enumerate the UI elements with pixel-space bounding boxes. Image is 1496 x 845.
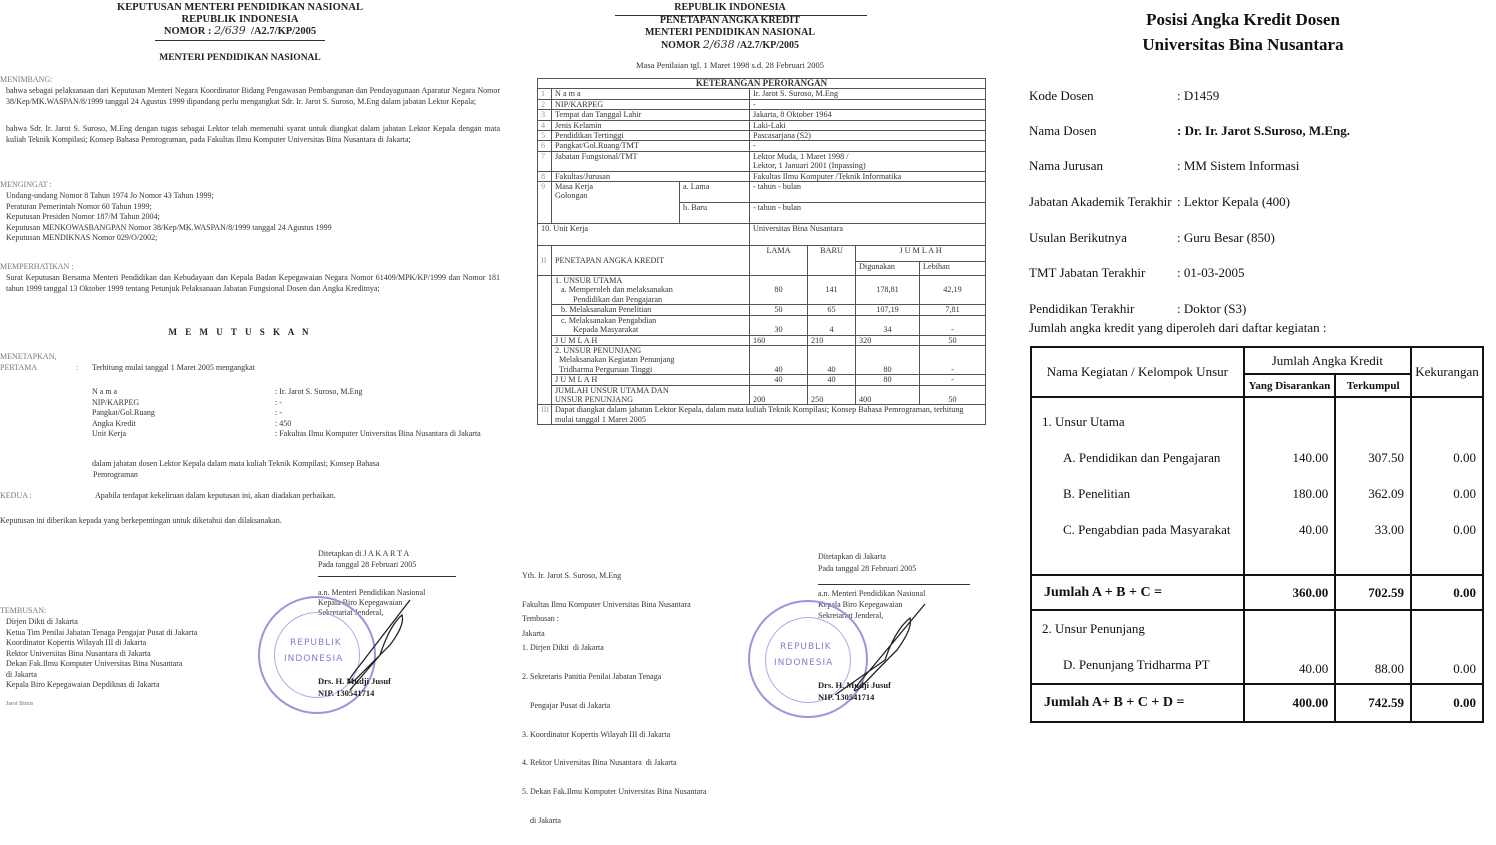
group-label: 2. Unsur Penunjang: [1042, 621, 1145, 636]
an-line: Sekretariat Jenderal,: [318, 608, 384, 617]
group-row: 1. Unsur Utama A. Pendidikan dan Pengajaran B. Penelitian C. Pengabdian pada Masyarakat 140.00 180.00 40.00 307.50 362.09 33.00 0.00 0.00 0.00: [1031, 397, 1483, 575]
info-row: Nama Dosen : Dr. Ir. Jarot S.Suroso, M.Eng.: [1029, 123, 1350, 138]
signer-name: Drs. H. Mudji Jusuf: [318, 676, 391, 686]
credit-assessment-document: [510, 0, 988, 825]
credit-subtotal-row: J U M L A H 160 210 320 50: [538, 335, 986, 345]
kedua-label: KEDUA :: [0, 491, 32, 500]
memutuskan-heading: M E M U T U S K A N: [168, 327, 312, 337]
minister-heading: MENTERI PENDIDIKAN NASIONAL: [159, 53, 321, 63]
keterangan-header: KETERANGAN PERORANGAN: [538, 79, 986, 89]
row-label: D. Penunjang Tridharma PT: [1063, 657, 1210, 672]
stamp-text: INDONESIA: [284, 654, 344, 664]
credit-row: 2. UNSUR PENUNJANG Melaksanakan Kegiatan Penunjang Tridharma Perguruan Tinggi 40 40 80 -: [538, 345, 986, 374]
report-title: Posisi Angka Kredit Dosen: [1146, 10, 1340, 29]
report-subtitle: Universitas Bina Nusantara: [1142, 35, 1344, 54]
decree-title-2: REPUBLIK INDONESIA: [181, 14, 299, 25]
row-label: B. Penelitian: [1063, 486, 1131, 501]
tembusan-list: [6, 617, 197, 691]
doc2-title-3: MENTERI PENDIDIKAN NASIONAL: [644, 27, 816, 38]
tembusan-item: 4. Rektor Universitas Bina Nusantara di Jakarta: [522, 758, 677, 768]
credit-row: 1. UNSUR UTAMA a. Memperoleh dan melaksanakan Pendidikan dan Pengajaran 80 141 178,81 42,19: [538, 276, 986, 305]
nomor-handwritten: 2/638: [702, 38, 735, 51]
iii-row: III Dapat diangkat dalam jabatan Lektor Kepala, dalam mata kuliah Teknik Kompilasi; Konsep Bahasa Pemrograman, terhitung mulai tanggal 1 Maret 2005: [538, 405, 986, 425]
personal-row: 6 Pangkat/Gol.Ruang/TMT -: [538, 141, 986, 151]
doc2-title-1: REPUBLIK INDONESIA: [674, 2, 786, 13]
col-nama: Nama Kegiatan / Kelompok Unsur: [1031, 347, 1244, 397]
appointee-fields: [92, 387, 481, 440]
col-jumlah: Jumlah Angka Kredit: [1244, 347, 1411, 374]
tembusan-item: 2. Sekretaris Panitia Penilai Jabatan Tenaga: [522, 671, 662, 681]
tembusan-label: TEMBUSAN:: [0, 606, 47, 615]
yth-block: Yth. Ir. Jarot S. Suroso, M.Eng Fakultas Ilmu Komputer Universitas Bina Nusantara Jakarta: [522, 571, 691, 638]
masa-kerja-row: 9 Masa Kerja Golongan a. Lama - tahun - bulan: [538, 182, 986, 203]
nomor-suffix: /A2.7/KP/2005: [737, 40, 800, 51]
penetapan-label: PENETAPAN ANGKA KREDIT: [552, 246, 750, 276]
menimbang-b: bahwa Sdr. Ir. Jarot S. Suroso, M.Eng dengan tugas sebagai Lektor telah memenuhi syarat untuk diangkat dalam jabatan Lektor Kepala dengan mata kuliah Teknik Kompilasi; Konsep Bahasa Pemrograman, pada Fakultas Ilmu Komputer Universitas Bina Nusantara di Jakarta;: [6, 124, 500, 144]
total-row: Jumlah A+ B + C + D = 400.00 742.59 0.00: [1031, 684, 1483, 722]
field-row: Unit Kerja : Fakultas Ilmu Komputer Universitas Bina Nusantara di Jakarta: [92, 429, 481, 438]
masa-penilaian: Masa Penilaian tgl. 1 Maret 1998 s.d. 28 Februari 2005: [636, 60, 824, 70]
pertama-colon: :: [76, 363, 79, 372]
credit-subtotal-row: J U M L A H 40 40 80 -: [538, 375, 986, 385]
an-line: a.n. Menteri Pendidikan Nasional: [818, 589, 926, 598]
field-row: N a m a : Ir. Jarot S. Suroso, M.Eng: [92, 387, 363, 396]
nomor-prefix: NOMOR :: [163, 26, 212, 37]
an-line: Kepala Biro Kepegawaian: [318, 598, 403, 607]
tembusan-item: Ketua Tim Penilai Jabatan Tenaga Pengajar Pusat di Jakarta: [6, 627, 198, 637]
an-line: a.n. Menteri Pendidikan Nasional: [318, 588, 426, 597]
personal-row: 1 N a m a Ir. Jarot S. Suroso, M.Eng: [538, 89, 986, 99]
group-row: 2. Unsur Penunjang D. Penunjang Tridharma PT 40.00 88.00 0.00: [1031, 610, 1483, 684]
info-row: Nama Jurusan : MM Sistem Informasi: [1029, 158, 1300, 173]
col-terkumpul: Terkumpul: [1335, 374, 1411, 397]
mengingat-item: Undang-undang Nomor 8 Tahun 1974 Jo Nomor 43 Tahun 1999;: [6, 191, 214, 200]
pada-tanggal: Pada tanggal 28 Februari 2005: [818, 564, 917, 573]
doc2-title-2: PENETAPAN ANGKA KREDIT: [659, 15, 801, 26]
personal-row: 3 Tempat dan Tanggal Lahir Jakarta, 8 Oktober 1964: [538, 110, 986, 120]
ditetapkan: Ditetapkan di J A K A R T A: [318, 549, 410, 558]
an-line: Sekretariat Jenderal,: [818, 611, 884, 620]
info-row: Pendidikan Terakhir : Doktor (S3): [1029, 301, 1247, 316]
stamp-text: REPUBLIK: [780, 642, 832, 652]
decree-document: [0, 0, 505, 720]
info-row: Kode Dosen : D1459: [1029, 88, 1220, 103]
tembusan-item: di Jakarta: [6, 669, 37, 679]
credit-row: c. Melaksanakan Pengabdian Kepada Masyarakat 30 4 34 -: [538, 315, 986, 335]
credit-position-report: [990, 0, 1496, 720]
tembusan-label: Tembusan :: [522, 614, 559, 623]
field-row: NIP/KARPEG : -: [92, 397, 282, 407]
decree-title-1: KEPUTUSAN MENTERI PENDIDIKAN NASIONAL: [117, 2, 363, 13]
nomor-suffix: /A2.7/KP/2005: [251, 26, 317, 37]
unit-kerja-row: 10. Unit Kerja Universitas Bina Nusantara: [538, 224, 986, 246]
tembusan-item: Pengajar Pusat di Jakarta: [522, 700, 611, 710]
col-disarankan: Yang Disarankan: [1244, 374, 1336, 397]
closing-text: Keputusan ini diberikan kepada yang berkepentingan untuk diketahui dan dilaksanakan.: [0, 516, 282, 525]
mengingat-item: Keputusan MENDIKNAS Nomor 029/O/2002;: [6, 233, 158, 242]
tembusan-item: Kepala Biro Kepegawaian Depdiknas di Jakarta: [6, 680, 160, 689]
credit-total-row: JUMLAH UNSUR UTAMA DAN UNSUR PENUNJANG 200 250 400 50: [538, 385, 986, 405]
tembusan-item: 3. Koordinator Kopertis Wilayah III di Jakarta: [522, 729, 671, 739]
nomor-handwritten: 2/639: [214, 24, 246, 37]
nomor-prefix: NOMOR: [660, 40, 701, 51]
mengingat-list: [6, 191, 332, 244]
personal-row: 7 Jabatan Fungsional/TMT Lektor Muda, 1 Maret 1998 / Lektor, 1 Januari 2001 (Inpassing): [538, 151, 986, 171]
mengingat-item: Peraturan Pemerintah Nomor 60 Tahun 1999;: [6, 201, 152, 211]
credit-summary-table: [1030, 346, 1484, 723]
decree-number: [0, 25, 480, 38]
personal-row: 2 NIP/KARPEG -: [538, 99, 986, 109]
stamp-text: INDONESIA: [774, 658, 834, 668]
tembusan-item: Dekan Fak.Ilmu Komputer Universitas Bina Nusantara: [6, 659, 183, 668]
menimbang-label: MENIMBANG:: [0, 75, 53, 84]
tembusan-item: 5. Dekan Fak.Ilmu Komputer Universitas Bina Nusantara: [522, 787, 707, 797]
mengingat-label: MENGINGAT :: [0, 180, 52, 189]
credit-row: b. Melaksanakan Penelitian 50 65 107,19 7,81: [538, 305, 986, 315]
kedua-text: Apabila terdapat kekeliruan dalam keputusan ini, akan diadakan perbaikan.: [95, 491, 336, 500]
masa-kerja-row: b. Baru - tahun - bulan: [538, 203, 986, 224]
row-label: C. Pengabdian pada Masyarakat: [1063, 522, 1231, 537]
signature-divider: [318, 576, 456, 577]
jumlah-caption: Jumlah angka kredit yang diperoleh dari daftar kegiatan :: [1029, 320, 1327, 335]
doc2-number: [510, 39, 950, 51]
signer-nip: NIP. 130541714: [818, 692, 875, 702]
info-row: TMT Jabatan Terakhir : 01-03-2005: [1029, 265, 1245, 280]
subtotal-row: Jumlah A + B + C = 360.00 702.59 0.00: [1031, 575, 1483, 610]
an-line: Kepala Biro Kepegawaian: [818, 600, 903, 609]
memperhatikan-text: Surat Keputusan Bersama Menteri Pendidikan dan Kebudayaan dan Kepala Badan Kepegawaian Negara Nomor 61409/MPK/KP/1999 dan Nomor 181 tahun 1999 tanggal 13 Oktober 1999 tentang Petunjuk Pelaksanaan Jabatan Fungsional Dosen dan Angka Kreditnya;: [6, 273, 500, 293]
jabatan-text-2: Pemrograman: [93, 470, 138, 479]
tembusan-item: Koordinator Kopertis Wilayah III di Jakarta: [6, 638, 147, 647]
field-row: Pangkat/Gol.Ruang : -: [92, 408, 282, 417]
personal-row: 5 Pendidikan Tertinggi Pascasarjana (S2): [538, 131, 986, 141]
tembusan-item: Dirjen Dikti di Jakarta: [6, 617, 78, 626]
col-kekurangan: Kekurangan: [1411, 347, 1483, 397]
signer-name: Drs. H. Mudji Jusuf: [818, 680, 891, 690]
info-row: Jabatan Akademik Terakhir : Lektor Kepala (400): [1029, 194, 1290, 209]
personal-row: 8 Fakultas/Jurusan Fakultas Ilmu Komputer /Teknik Informatika: [538, 171, 986, 181]
credit-table: KETERANGAN PERORANGAN 1 N a m a Ir. Jarot S. Suroso, M.Eng 2 NIP/KARPEG - 3 Tempat dan Tanggal Lahir Jakarta, 8 Oktober 1964 4 Jenis Kelamin Laki-Laki 5 Pendidikan Tertinggi Pascasarjana (S2) 6 Pangkat/Gol.Ruang/TMT - 7 Jabatan Fungsional/TMT Lektor Muda, 1 Maret 1998 / Lektor, 1 Januari 2001 (Inpassing) 8 Fakultas/Jurusan Fakultas Ilmu Komputer /Teknik Informatika 9 Masa Kerja Golongan a. Lama - tahun - bulan b. Baru - tahun - bulan 10. Unit Kerja Universitas Bina Nusantara II PENETAPAN ANGKA KREDIT LAMA BARU J U M L A H Digunakan Lebihan 1. UNSUR UTAMA a. Memperoleh dan melaksanakan Pendidikan dan Pengajaran 80 141 178,81 42,19 b. Melaksanakan Penelitian 50 65 107,19 7,81 c. Melaksanakan Pengabdian Kepada Masyarakat 30 4 34 - J U M L A H 160 210 320 50 2. UNSUR PENUNJANG Melaksanakan Kegiatan Penunjang Tridharma Perguruan Tinggi 40 40 80 - J U M L A H 40 40 80 - JUMLAH UNSUR UTAMA DAN UNSUR PENUNJANG 200 250 400 50 III Dapat diangkat dalam jabatan Lektor Kepala, dalam mata kuliah Teknik Kompilasi; Konsep Bahasa Pemrograman, terhitung mulai tanggal 1 Maret 2005: [537, 78, 986, 425]
mengingat-item: Keputusan Presiden Nomor 187/M Tahun 2004;: [6, 212, 160, 221]
personal-row: 4 Jenis Kelamin Laki-Laki: [538, 120, 986, 130]
group-label: 1. Unsur Utama: [1042, 414, 1125, 429]
info-row: Usulan Berikutnya : Guru Besar (850): [1029, 230, 1275, 245]
signer-nip: NIP. 130541714: [318, 688, 375, 698]
row-label: A. Pendidikan dan Pengajaran: [1063, 450, 1221, 465]
pertama-text: Terhitung mulai tanggal 1 Maret 2005 mengangkat: [92, 363, 255, 372]
menetapkan-label: MENETAPKAN,: [0, 352, 57, 361]
field-row: Angka Kredit : 450: [92, 418, 292, 428]
pertama-label: PERTAMA: [0, 363, 38, 372]
stamp-text: REPUBLIK: [290, 638, 342, 648]
pada-tanggal: Pada tanggal 28 Februari 2005: [318, 560, 417, 569]
menimbang-a: bahwa sebagai pelaksanaan dari Keputusan Menteri Negara Koordinator Bidang Pengawasan Pembangunan dan Pendayagunaan Aparatur Negara Nomor 38/Kep/MK.WASPAN/8/1999 tanggal 24 Agustus 1999 dipandang perlu mengangkat Sdr. Ir. Jarot S. Suroso, M.Eng dalam jabatan Lektor Kepala;: [6, 86, 500, 106]
signature-divider: [818, 584, 970, 585]
ditetapkan: Ditetapkan di Jakarta: [818, 552, 886, 561]
tembusan-item: 1. Dirjen Dikti di Jakarta: [522, 643, 604, 653]
jabatan-text-1: dalam jabatan dosen Lektor Kepala dalam mata kuliah Teknik Kompilasi; Konsep Bahasa: [92, 459, 380, 468]
mengingat-item: Keputusan MENKOWASBANGPAN Nomor 38/Kep/MK.WASPAN/8/1999 tanggal 24 Agustus 1999: [6, 222, 332, 232]
tembusan-list: [522, 624, 706, 845]
tembusan-item: Rektor Universitas Bina Nusantara di Jakarta: [6, 648, 151, 658]
memperhatikan-label: MEMPERHATIKAN :: [0, 262, 74, 271]
tembusan-item: di Jakarta: [522, 815, 561, 825]
title-divider: [155, 40, 325, 41]
footer-note: Jarot Binus: [6, 701, 34, 707]
